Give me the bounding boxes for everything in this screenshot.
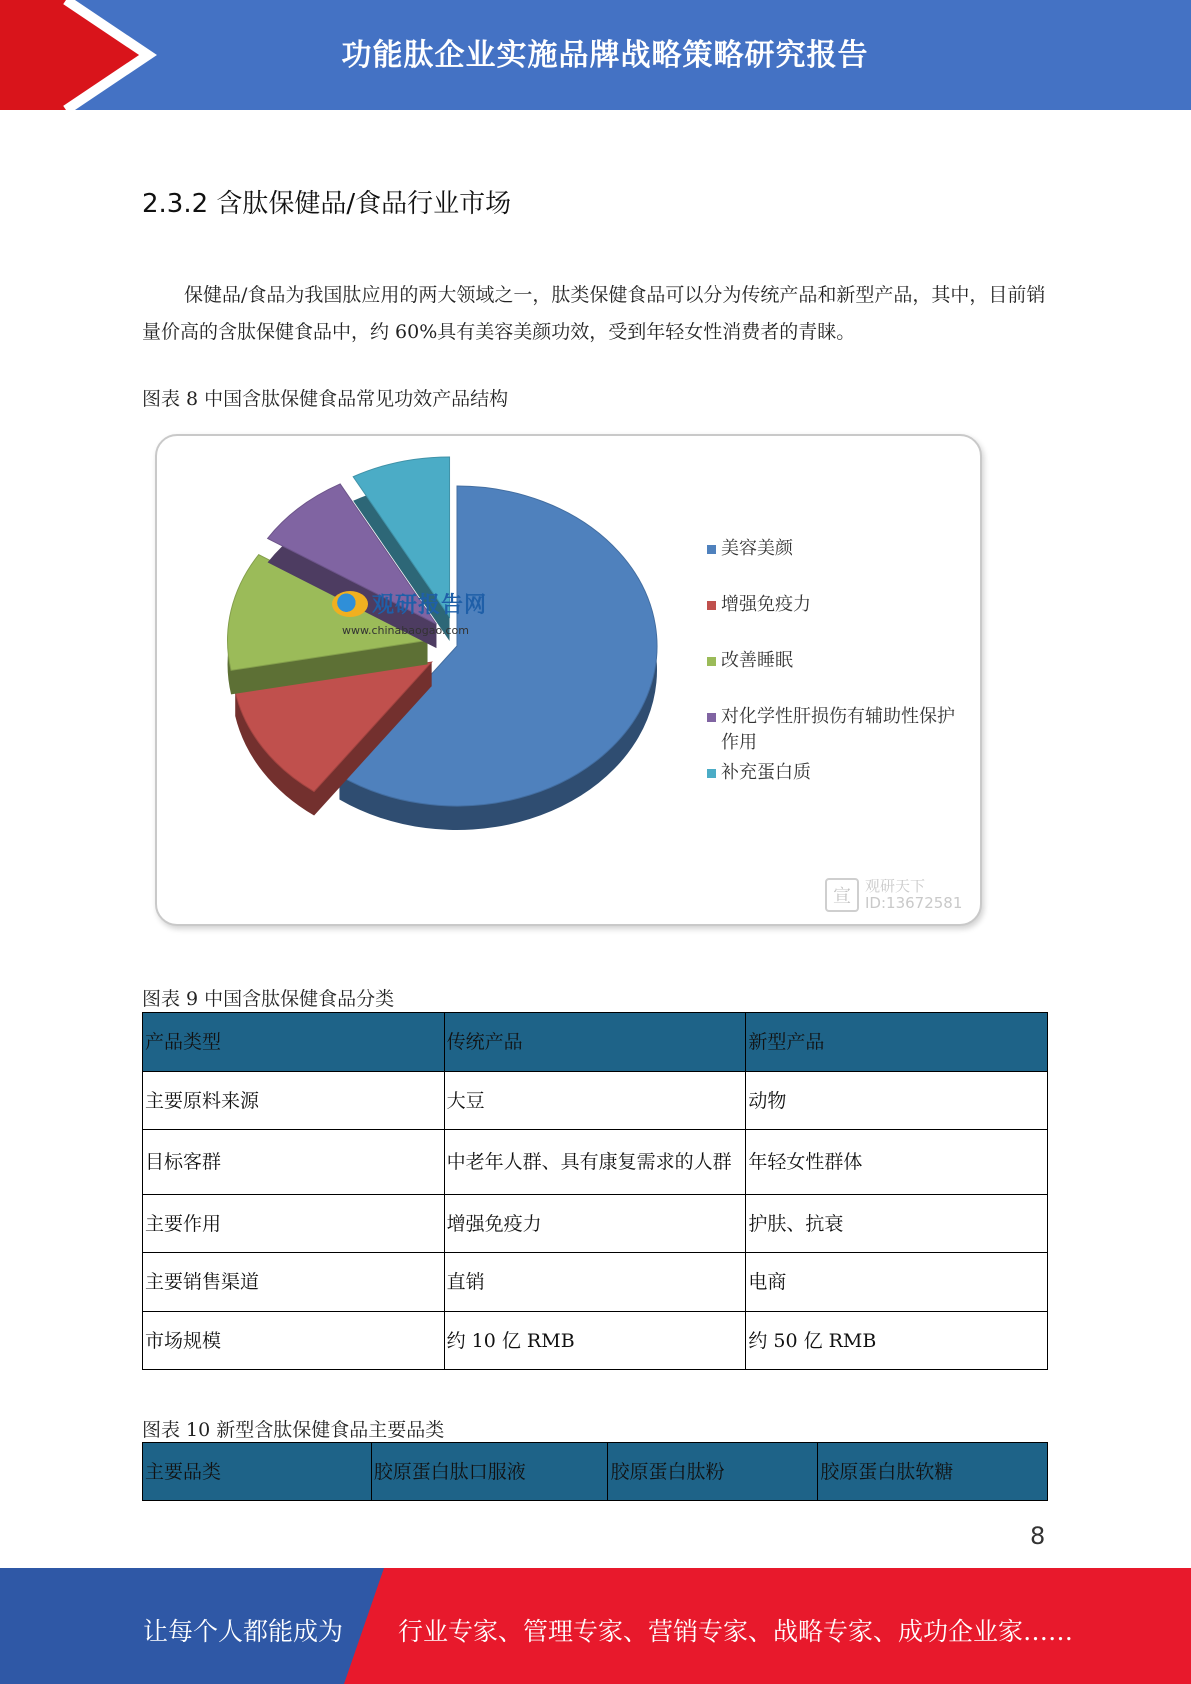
legend-swatch [707, 601, 716, 610]
figure-10-caption: 图表 10 新型含肽保健食品主要品类 [142, 1419, 445, 1441]
legend-label: 对化学性肝损伤有辅助性保护作用 [721, 706, 955, 753]
table-cell: 护肤、抗衰 [746, 1195, 1048, 1253]
legend-swatch [707, 713, 716, 722]
table-header-cell: 主要品类 [143, 1443, 372, 1501]
watermark-logo [332, 588, 487, 619]
table-cell: 增强免疫力 [444, 1195, 746, 1253]
legend-item [707, 648, 793, 674]
table-header-cell: 胶原蛋白肽口服液 [371, 1443, 608, 1501]
footer-slogan-right: 行业专家、管理专家、营销专家、战略专家、成功企业家…… [398, 1617, 1074, 1646]
page-number: 8 [1030, 1522, 1046, 1550]
legend-item [707, 704, 967, 756]
table-cell: 约 10 亿 RMB [444, 1312, 746, 1370]
table-header-row [143, 1443, 1048, 1501]
figure-8-caption: 图表 8 中国含肽保健食品常见功效产品结构 [142, 388, 509, 410]
stamp-icon: 宣 [825, 878, 859, 912]
body-paragraph: 保健品/食品为我国肽应用的两大领域之一，肽类保健食品可以分为传统产品和新型产品，其中，目前销量价高的含肽保健食品中，约 60%具有美容美颜功效，受到年轻女性消费者的青睐。 [142, 284, 1046, 343]
stamp-line-1: 观研天下 [865, 877, 926, 895]
table-cell: 中老年人群、具有康复需求的人群 [444, 1130, 746, 1195]
table-header-cell: 新型产品 [746, 1013, 1048, 1072]
table-cell: 市场规模 [143, 1312, 445, 1370]
table-cell: 主要作用 [143, 1195, 445, 1253]
page-footer [0, 1568, 1191, 1684]
table-cell: 电商 [746, 1253, 1048, 1312]
legend-label: 美容美颜 [721, 538, 793, 559]
legend-label: 补充蛋白质 [721, 762, 811, 783]
table-cell: 主要销售渠道 [143, 1253, 445, 1312]
table-row [143, 1312, 1048, 1370]
table-cell: 约 50 亿 RMB [746, 1312, 1048, 1370]
table-cell: 主要原料来源 [143, 1072, 445, 1130]
legend-swatch [707, 657, 716, 666]
category-table [142, 1442, 1048, 1501]
table-header-row [143, 1013, 1048, 1072]
table-cell: 直销 [444, 1253, 746, 1312]
legend-item [707, 760, 811, 786]
legend-swatch [707, 769, 716, 778]
watermark-name: 观研报告网 [372, 593, 488, 618]
table-row [143, 1195, 1048, 1253]
table-cell: 年轻女性群体 [746, 1130, 1048, 1195]
figure-9-caption: 图表 9 中国含肽保健食品分类 [142, 988, 395, 1010]
watermark-icon [332, 591, 368, 617]
table-cell: 大豆 [444, 1072, 746, 1130]
table-row [143, 1253, 1048, 1312]
stamp-line-2: ID:13672581 [865, 894, 963, 912]
source-stamp [825, 878, 962, 912]
pie-chart-svg [157, 436, 980, 924]
legend-item [707, 536, 793, 562]
table-header-cell: 胶原蛋白肽粉 [608, 1443, 818, 1501]
footer-slogan-left: 让每个人都能成为 [143, 1617, 344, 1646]
page-header [0, 0, 1191, 110]
section-heading: 2.3.2 含肽保健品/食品行业市场 [142, 189, 512, 219]
legend-label: 增强免疫力 [721, 594, 811, 615]
legend-swatch [707, 545, 716, 554]
table-header-cell: 产品类型 [143, 1013, 445, 1072]
legend-label: 改善睡眠 [721, 650, 793, 671]
header-title: 功能肽企业实施品牌战略策略研究报告 [341, 38, 869, 73]
watermark-url: www.chinabaogao.com [342, 624, 469, 637]
pie-chart [155, 434, 982, 926]
legend-item [707, 592, 811, 618]
table-header-cell: 胶原蛋白肽软糖 [818, 1443, 1048, 1501]
table-row [143, 1072, 1048, 1130]
table-cell: 动物 [746, 1072, 1048, 1130]
table-row [143, 1130, 1048, 1195]
classification-table [142, 1012, 1048, 1370]
table-cell: 目标客群 [143, 1130, 445, 1195]
table-header-cell: 传统产品 [444, 1013, 746, 1072]
